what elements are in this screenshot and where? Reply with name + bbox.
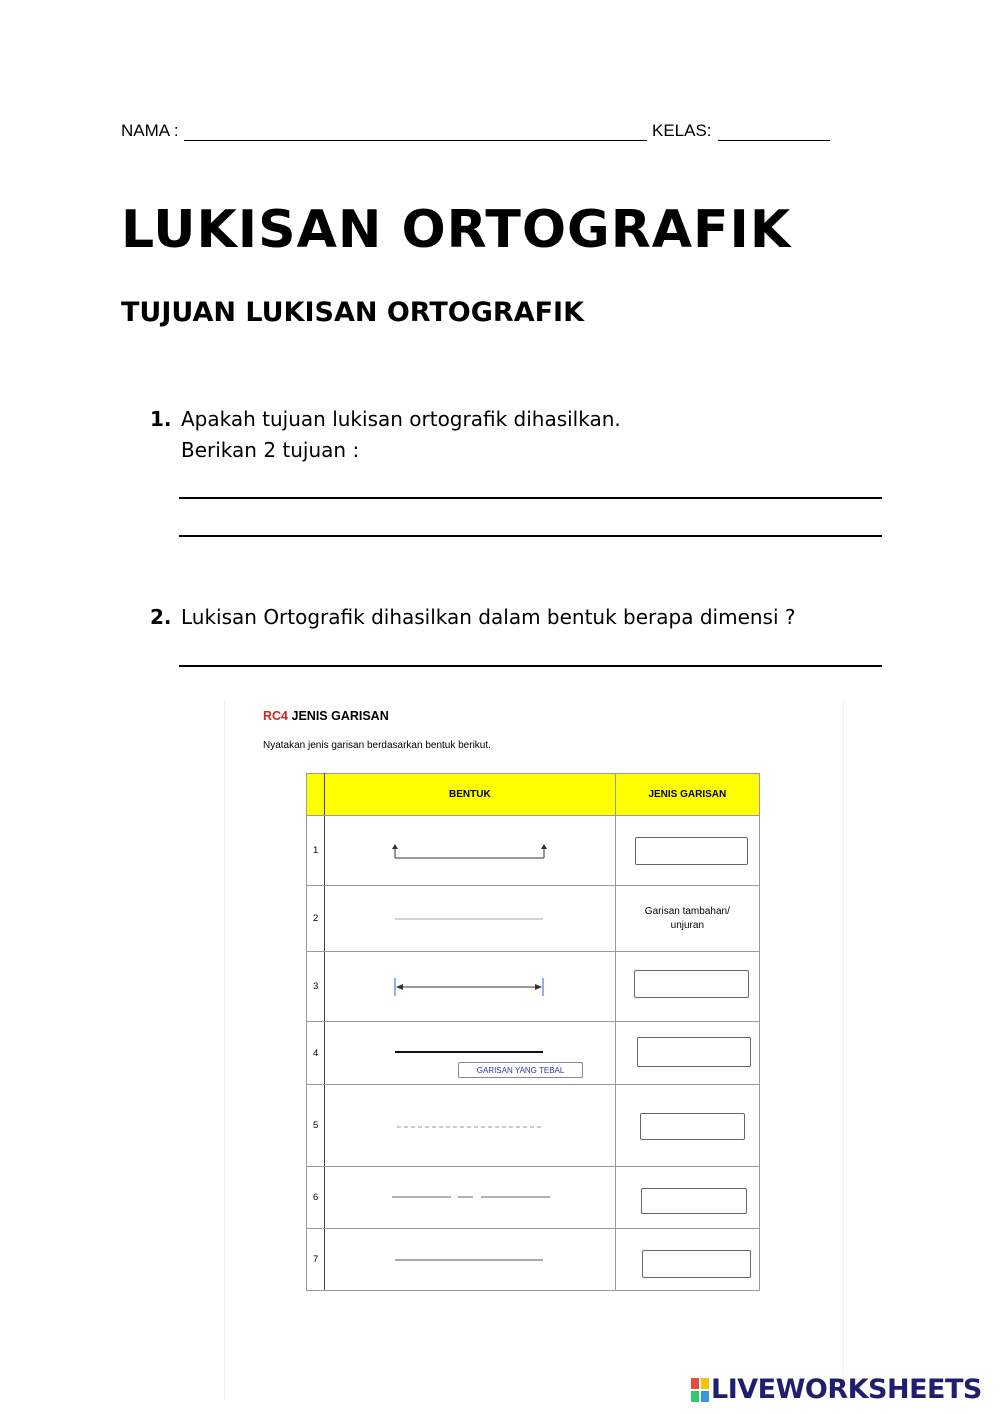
answer-cell bbox=[615, 886, 759, 952]
answer-cell bbox=[615, 816, 759, 886]
table-row bbox=[307, 1229, 760, 1291]
question-text bbox=[181, 404, 621, 466]
answer-cell bbox=[615, 1022, 759, 1085]
shape-cell bbox=[325, 1085, 616, 1167]
arrow-ends-line-shape bbox=[325, 816, 615, 886]
answer-input-3[interactable] bbox=[634, 970, 749, 998]
liveworksheets-icon bbox=[691, 1378, 709, 1402]
page-subtitle: TUJUAN LUKISAN ORTOGRAFIK bbox=[121, 297, 585, 328]
question-line: Lukisan Ortografik dihasilkan dalam bentuk berapa dimensi ? bbox=[181, 605, 796, 629]
question-line: Berikan 2 tujuan : bbox=[181, 438, 360, 462]
kelas-label: KELAS: bbox=[652, 121, 712, 140]
answer-cell bbox=[615, 1229, 759, 1291]
page-title: LUKISAN ORTOGRAFIK bbox=[121, 200, 792, 260]
answer-cell bbox=[615, 1167, 759, 1229]
answer-input-5[interactable] bbox=[640, 1113, 745, 1140]
line-types-table bbox=[306, 773, 760, 1291]
answer-cell bbox=[615, 952, 759, 1022]
table-row bbox=[307, 1022, 760, 1085]
row-number: 1 bbox=[307, 816, 325, 886]
row-number: 5 bbox=[307, 1085, 325, 1167]
section-code: RC4 bbox=[263, 709, 289, 723]
section-name: JENIS GARISAN bbox=[291, 709, 389, 723]
bentuk-column-header: BENTUK bbox=[325, 774, 616, 816]
table-row bbox=[307, 1167, 760, 1229]
shape-cell bbox=[325, 1167, 616, 1229]
logo-text: LIVEWORKSHEETS bbox=[711, 1374, 982, 1405]
row-number: 7 bbox=[307, 1229, 325, 1291]
shape-cell bbox=[325, 1022, 616, 1085]
shape-cell bbox=[325, 886, 616, 952]
embedded-worksheet-image bbox=[224, 700, 844, 1400]
shape-cell bbox=[325, 1229, 616, 1291]
jenis-garisan-column-header: JENIS GARISAN bbox=[615, 774, 759, 816]
row-number: 2 bbox=[307, 886, 325, 952]
table-row bbox=[307, 816, 760, 886]
shape-cell bbox=[325, 952, 616, 1022]
liveworksheets-logo bbox=[691, 1374, 991, 1408]
dashed-line-shape bbox=[325, 1085, 615, 1167]
thin-line-shape bbox=[325, 1229, 615, 1291]
answer-line-1a[interactable] bbox=[179, 497, 882, 499]
dimension-line-shape bbox=[325, 952, 615, 1022]
shape-cell bbox=[325, 816, 616, 886]
answer-cell bbox=[615, 1085, 759, 1167]
question-line: Apakah tujuan lukisan ortografik dihasilkan. bbox=[181, 407, 621, 431]
given-answer: Garisan tambahan/ unjuran bbox=[644, 905, 730, 931]
section-title bbox=[263, 709, 389, 723]
table-row bbox=[307, 952, 760, 1022]
question-number: 1. bbox=[150, 407, 172, 431]
row-number: 3 bbox=[307, 952, 325, 1022]
chain-line-shape bbox=[325, 1167, 615, 1229]
answer-input-4[interactable] bbox=[637, 1037, 751, 1067]
question-number: 2. bbox=[150, 605, 172, 629]
instruction: Nyatakan jenis garisan berdasarkan bentuk berikut. bbox=[263, 740, 491, 751]
answer-line-2[interactable] bbox=[179, 665, 882, 667]
table-row bbox=[307, 1085, 760, 1167]
answer-line-1b[interactable] bbox=[179, 535, 882, 537]
answer-input-7[interactable] bbox=[642, 1250, 751, 1278]
number-column-header bbox=[307, 774, 325, 816]
nama-label: NAMA : bbox=[121, 121, 179, 140]
answer-input-6[interactable] bbox=[641, 1188, 747, 1214]
table-header-row bbox=[307, 774, 760, 816]
shape-tag: GARISAN YANG TEBAL bbox=[458, 1062, 583, 1078]
kelas-field[interactable] bbox=[718, 140, 830, 141]
row-number: 6 bbox=[307, 1167, 325, 1229]
row-number: 4 bbox=[307, 1022, 325, 1085]
table-row bbox=[307, 886, 760, 952]
thin-line-shape bbox=[325, 886, 615, 952]
student-info-header bbox=[121, 121, 841, 145]
nama-field[interactable] bbox=[184, 140, 647, 141]
question-text bbox=[181, 602, 796, 633]
answer-input-1[interactable] bbox=[635, 837, 748, 865]
